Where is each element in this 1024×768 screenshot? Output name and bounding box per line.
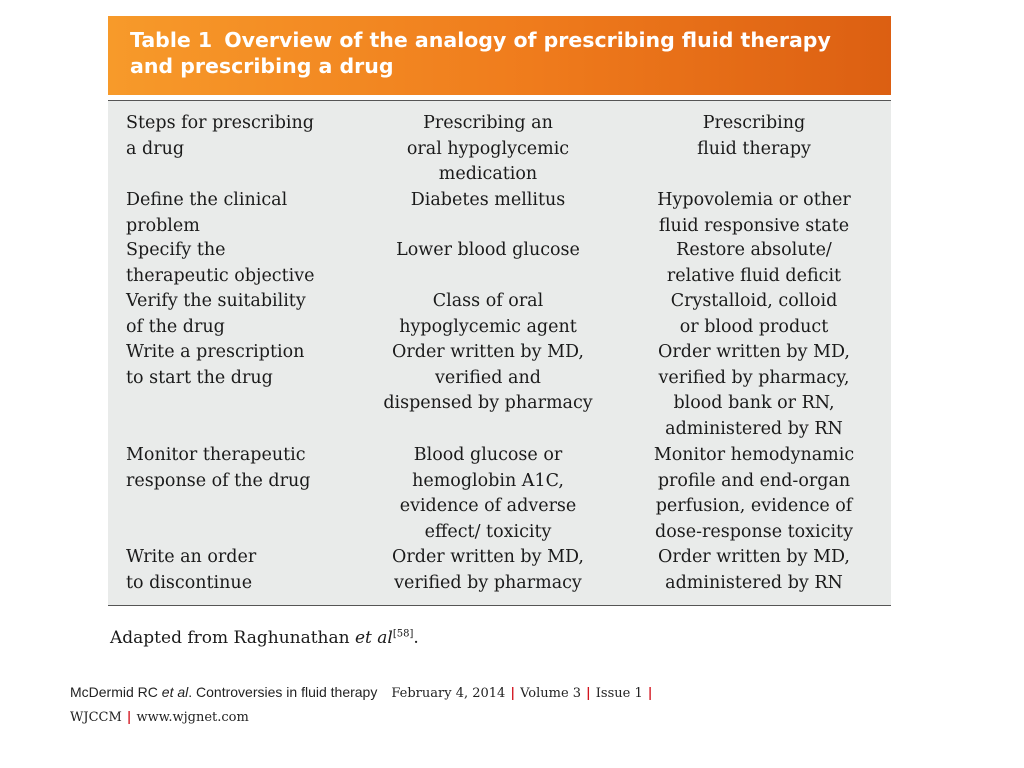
footer-authors: McDermid RC (70, 684, 162, 700)
table-caption (110, 628, 419, 648)
caption-reference: [58] (392, 628, 414, 640)
table-cell: Write an order to discontinue (126, 547, 257, 593)
table-cell: Define the clinical problem (126, 190, 288, 236)
footer-date: February 4, 2014 (391, 686, 506, 701)
table-cell: Hypovolemia or other fluid responsive state (657, 190, 851, 236)
table-title-line-1 (130, 27, 871, 53)
caption-etal: et al (355, 628, 393, 648)
table-title-text-1: Overview of the analogy of prescribing fluid therapy (224, 28, 831, 52)
footer-issue: Issue 1 (595, 686, 643, 701)
footer-separator: | (510, 686, 516, 701)
footer-volume: Volume 3 (520, 686, 582, 701)
table-title-banner (108, 16, 891, 95)
footer-separator: | (126, 710, 132, 725)
footer-citation (70, 684, 377, 700)
table-cell: Prescribing fluid therapy (697, 113, 811, 159)
footer-article-title: . Controversies in fluid therapy (188, 684, 378, 700)
table-cell: Crystalloid, colloid or blood product (670, 291, 838, 337)
table-number: Table 1 (130, 28, 213, 52)
table-cell: Order written by MD, administered by RN (658, 547, 850, 593)
table-cell: Restore absolute/ relative fluid deficit (666, 240, 842, 286)
footer-separator: | (586, 686, 591, 701)
table-cell: Monitor therapeutic response of the drug (126, 445, 311, 491)
footer-separator: | (647, 686, 653, 701)
table-cell: Diabetes mellitus (410, 190, 566, 210)
footer-website: www.wjgnet.com (136, 710, 249, 725)
table-cell: Lower blood glucose (396, 240, 580, 260)
table-body (108, 100, 891, 606)
table-cell: Order written by MD, verified by pharmacy, blood bank or RN, administered by RN (658, 342, 850, 439)
table-cell: Monitor hemodynamic profile and end-organ perfusion, evidence of dose-response toxicity (653, 445, 855, 542)
journal-footer (70, 710, 249, 725)
table-cell: Verify the suitability of the drug (126, 291, 306, 337)
table-cell: Class of oral hypoglycemic agent (399, 291, 577, 337)
caption-prefix: Adapted from Raghunathan (110, 628, 355, 648)
table-cell: Write a prescription to start the drug (126, 342, 305, 388)
table-cell: Specify the therapeutic objective (126, 240, 315, 286)
table-cell: Order written by MD, verified and dispensed by pharmacy (383, 342, 593, 413)
table-cell: Order written by MD, verified by pharmacy (392, 547, 584, 593)
table-cell: Blood glucose or hemoglobin A1C, evidence of adverse effect/ toxicity (399, 445, 577, 542)
table-cell: Prescribing an oral hypoglycemic medication (406, 113, 570, 184)
table-title-line-2: and prescribing a drug (130, 54, 394, 78)
footer-etal: et al (161, 684, 189, 700)
caption-suffix: . (413, 628, 419, 648)
running-footer (70, 684, 657, 701)
table-cell: Steps for prescribing a drug (126, 113, 315, 159)
footer-journal: WJCCM (70, 710, 122, 725)
